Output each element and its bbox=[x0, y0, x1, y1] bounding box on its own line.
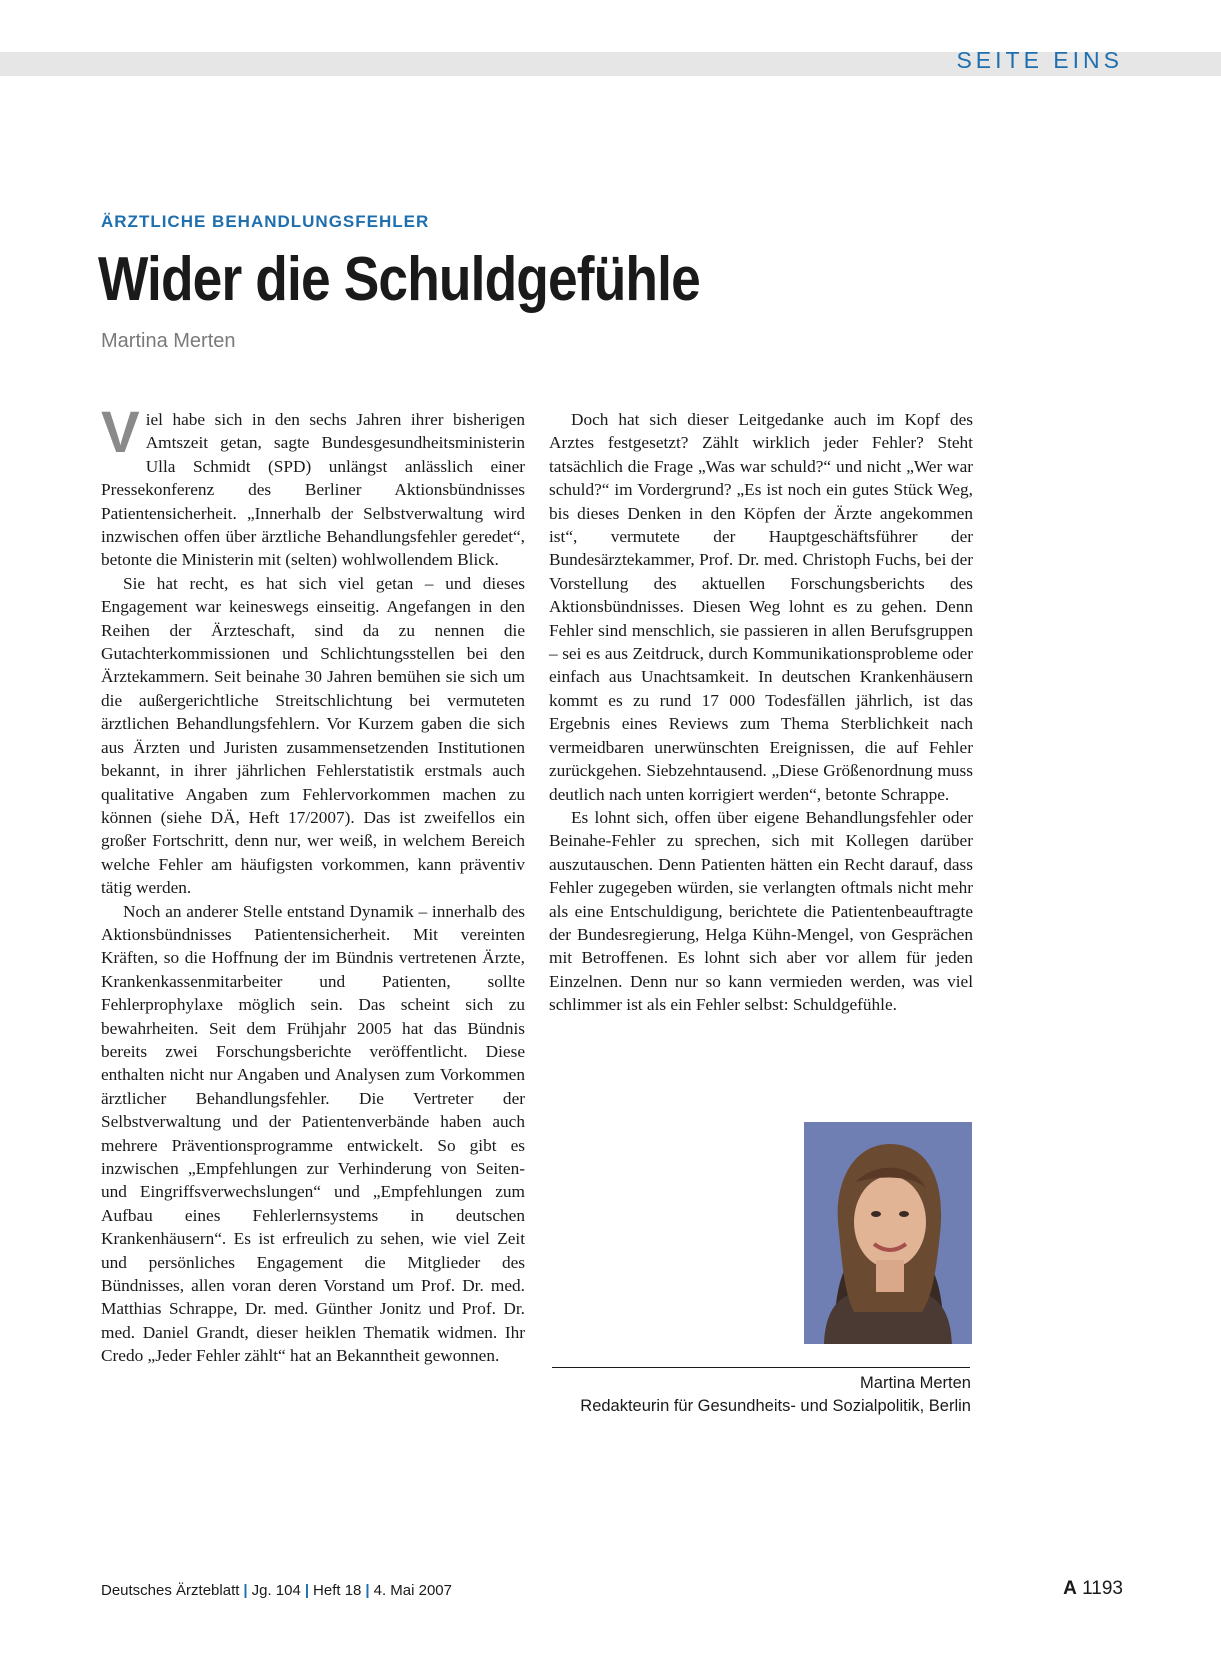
footer-date: 4. Mai 2007 bbox=[373, 1582, 452, 1599]
footer-citation bbox=[101, 1582, 452, 1599]
footer-issue: Heft 18 bbox=[313, 1582, 362, 1599]
drop-cap: V bbox=[101, 400, 140, 465]
caption-role: Redakteurin für Gesundheits- und Sozialpolitik, Berlin bbox=[580, 1397, 971, 1415]
author-portrait-photo bbox=[804, 1122, 972, 1344]
page-number bbox=[1063, 1578, 1123, 1600]
article-title: Wider die Schuldgefühle bbox=[98, 245, 700, 314]
caption-name: Martina Merten bbox=[860, 1374, 971, 1392]
footer-volume: Jg. 104 bbox=[251, 1582, 301, 1599]
author-portrait bbox=[804, 1122, 972, 1344]
footer-separator: | bbox=[365, 1582, 370, 1599]
caption-rule bbox=[552, 1367, 970, 1368]
footer-separator: | bbox=[304, 1582, 310, 1599]
author-caption bbox=[580, 1372, 971, 1418]
article-kicker: ÄRZTLICHE BEHANDLUNGSFEHLER bbox=[101, 212, 430, 231]
article-paragraph: Viel habe sich in den sechs Jahren ihrer bisherigen Amtszeit getan, sagte Bundesgesundheitsministerin Ulla Schmidt (SPD) unlängst anlässlich einer Pressekonferenz des Berliner Aktionsbündnisses Patientensicherheit. „Innerhalb der Selbstverwaltung wird inzwischen offen über ärztliche Behandlungsfehler geredet“, betonte die Ministerin mit (selten) wohlwollendem Blick. bbox=[101, 400, 525, 570]
article-paragraph: Es lohnt sich, offen über eigene Behandlungsfehler oder Beinahe-Fehler zu sprechen, sich mit Kollegen darüber auszutauschen. Denn Patienten hätten ein Recht darauf, dass Fehler zugegeben würden, sie verlangten oftmals nicht mehr als eine Entschuldigung, berichtete die Patientenbeauftragte der Bundesregierung, Helga Kühn-Mengel, von Gesprächen mit Betroffenen. Es lohnt sich aber vor allem für jeden Einzelnen. Denn nur so kann vermieden werden, was viel schlimmer ist als ein Fehler selbst: Schuldgefühle. bbox=[549, 807, 973, 1015]
article-paragraph: Sie hat recht, es hat sich viel getan – und dieses Engagement war keineswegs einseitig. Angefangen in den Reihen der Ärzteschaft, sind da zu nennen die Gutachterkommissionen und Schlichtungsstellen bei den Ärztekammern. Seit beinahe 30 Jahren bemühen sie sich um die außergerichtliche Streitschlichtung bei vermuteten ärztlichen Behandlungsfehlern. Vor Kurzem gaben die sich aus Ärzten und Juristen zusammensetzenden Institutionen bekannt, in ihrer jährlichen Fehlerstatistik erstmals auch qualitative Angaben zum Fehlervorkommen machen zu können (siehe DÄ, Heft 17/2007). Das ist zweifellos ein großer Fortschritt, denn nur, wer weiß, in welchem Bereich welche Fehler am häufigsten vorkommen, kann präventiv tätig werden. bbox=[101, 573, 525, 898]
section-label: SEITE EINS bbox=[956, 47, 1123, 73]
footer-separator: | bbox=[243, 1582, 248, 1599]
article-paragraph: Noch an anderer Stelle entstand Dynamik – innerhalb des Aktionsbündnisses Patientensicherheit. Mit vereinten Kräften, so die Hoffnung der im Bündnis vertretenen Ärzte, Krankenkassenmitarbeiter und Patienten, sollte Fehlerprophylaxe möglich sein. Das scheint sich zu bewahrheiten. Seit dem Frühjahr 2005 hat das Bündnis bereits zwei Forschungsberichte veröffentlicht. Diese enthalten nicht nur Angaben und Analysen zum Vorkommen ärztlicher Behandlungsfehler. Die Vertreter der Selbstverwaltung und der Patientenverbände haben auch mehrere Präventionsprogramme entwickelt. So gibt es inzwischen „Empfehlungen zur Verhinderung von Seiten- und Eingriffsverwechslungen“ und „Empfehlungen zum Aufbau eines Fehlerlernsystems in deutschen Krankenhäusern“. Es ist erfreulich zu sehen, wie viel Zeit und persönliches Engagement die Mitglieder des Bündnisses, allen voran deren Vorstand um Prof. Dr. med. Matthias Schrappe, Dr. med. Günther Jonitz und Prof. Dr. med. Daniel Grandt, dieser heiklen Thematik widmen. Ihr Credo „Jeder Fehler zählt“ hat an Bekanntheit gewonnen. bbox=[101, 901, 525, 1366]
footer-journal: Deutsches Ärzteblatt bbox=[101, 1582, 240, 1599]
page-letter: A bbox=[1063, 1578, 1077, 1599]
article-author: Martina Merten bbox=[101, 330, 236, 352]
article-column-left bbox=[101, 400, 525, 1368]
article-column-right bbox=[549, 408, 973, 1017]
page-number-value: 1193 bbox=[1082, 1578, 1123, 1599]
article-paragraph: Doch hat sich dieser Leitgedanke auch im Kopf des Arztes festgesetzt? Zählt wirklich jeder Fehler? Steht tatsächlich die Frage „Was war schuld?“ und nicht „Wer war schuld?“ im Vordergrund? „Es ist noch ein gutes Stück Weg, bis dieses Denken in den Köpfen der Ärzte angekommen ist“, vermutete der Hauptgeschäftsführer der Bundesärztekammer, Prof. Dr. med. Christoph Fuchs, bei der Vorstellung des aktuellen Forschungsberichts des Aktionsbündnisses. Diesen Weg lohnt es zu gehen. Denn Fehler sind menschlich, sie passieren in allen Berufsgruppen – sei es aus Zeitdruck, durch Kommunikationsprobleme oder einfach aus Unachtsamkeit. In deutschen Krankenhäusern kommt es zu rund 17 000 Todesfällen jährlich, ist das Ergebnis eines Reviews zum Thema Sterblichkeit nach vermeidbaren unerwünschten Ereignissen, die auf Fehler zurückgehen. Siebzehntausend. „Diese Größenordnung muss deutlich nach unten korrigiert werden“, betonte Schrappe. bbox=[549, 410, 973, 804]
